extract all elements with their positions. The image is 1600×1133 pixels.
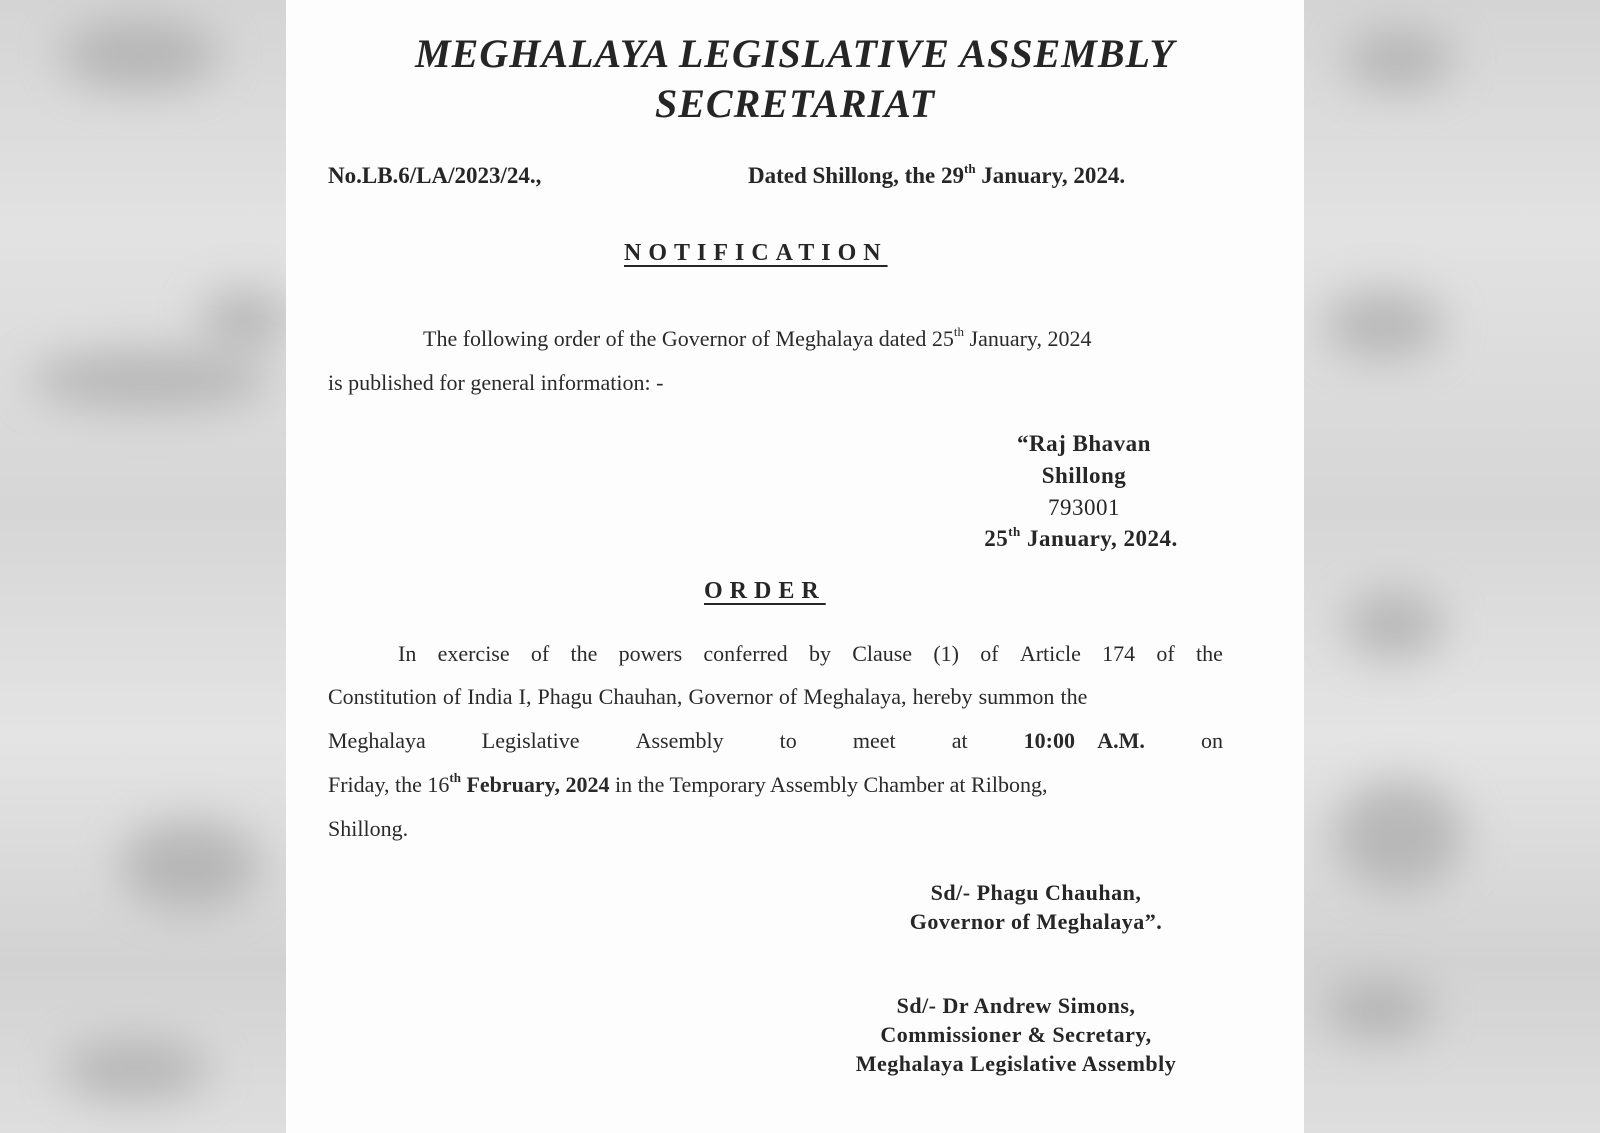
reference-number: No.LB.6/LA/2023/24.,	[328, 163, 542, 188]
order-line-4	[328, 772, 1047, 798]
address-date	[946, 526, 1216, 552]
secretary-signature-title: Commissioner & Secretary,	[880, 1022, 1152, 1047]
order-word: of	[980, 641, 999, 666]
blur-shape	[60, 1040, 210, 1100]
order-word: powers	[618, 641, 683, 666]
reference-date-suffix: January, 2024.	[975, 163, 1126, 188]
address-line-2: Shillong	[1041, 463, 1127, 488]
address-line-1: “Raj Bhavan	[1017, 431, 1151, 456]
governor-signature-name: Sd/- Phagu Chauhan,	[930, 880, 1142, 905]
blurred-backdrop-left	[0, 0, 286, 1133]
order-meeting-time: 10:00 A.M.	[1023, 728, 1145, 753]
blur-shape	[30, 350, 270, 410]
blur-shape	[1344, 590, 1444, 660]
order-line-4-end: in the Temporary Assembly Chamber at Rilbong,	[609, 772, 1048, 797]
order-word: of	[530, 641, 550, 666]
notification-line-1-sup: th	[953, 324, 965, 339]
blurred-backdrop-right	[1304, 0, 1600, 1133]
order-word: at	[951, 728, 968, 753]
notification-line-1	[423, 326, 1092, 352]
order-word: to	[779, 728, 797, 753]
reference-date-prefix: Dated Shillong, the 29	[748, 163, 964, 188]
order-line-1	[398, 641, 1223, 667]
secretary-signature-office: Meghalaya Legislative Assembly	[855, 1051, 1177, 1076]
order-word: Meghalaya	[328, 728, 426, 753]
address-date-prefix: 25	[984, 526, 1009, 551]
reference-date	[748, 163, 1125, 189]
order-word: Article	[1019, 641, 1081, 666]
order-line-4-start: Friday, the 16	[328, 772, 450, 797]
order-word: Legislative	[481, 728, 580, 753]
order-word: Clause	[852, 641, 913, 666]
notification-line-2: is published for general information: -	[328, 370, 664, 395]
order-word: (1)	[933, 641, 959, 666]
document-page	[286, 0, 1304, 1133]
governor-signature-title: Governor of Meghalaya”.	[909, 909, 1163, 934]
reference-date-sup: th	[963, 161, 976, 176]
notification-line-1-prefix: The following order of the Governor of Meghalaya dated 25	[423, 326, 954, 351]
order-line-5: Shillong.	[328, 816, 409, 841]
secretary-signature-name: Sd/- Dr Andrew Simons,	[896, 993, 1136, 1018]
notification-line-1-suffix: January, 2024	[964, 326, 1092, 351]
order-word: the	[570, 641, 598, 666]
order-line-3	[328, 728, 1223, 754]
order-word: by	[808, 641, 831, 666]
blur-shape	[1324, 290, 1444, 360]
blur-shape	[60, 20, 220, 90]
order-word: 174	[1102, 641, 1136, 666]
order-word: exercise	[437, 641, 510, 666]
header-title: MEGHALAYA LEGISLATIVE ASSEMBLY	[415, 31, 1175, 76]
address-date-suffix: January, 2024.	[1020, 526, 1178, 551]
blur-shape	[1334, 780, 1464, 890]
order-word: of	[1156, 641, 1175, 666]
order-line-2: Constitution of India I, Phagu Chauhan, Governor of Meghalaya, hereby summon the	[328, 684, 1088, 709]
order-heading: ORDER	[704, 578, 826, 604]
blur-shape	[200, 290, 286, 350]
order-word: conferred	[703, 641, 788, 666]
order-word: the	[1195, 641, 1223, 666]
blur-shape	[1344, 30, 1454, 90]
order-word: In	[398, 641, 417, 666]
blur-shape	[1324, 980, 1434, 1040]
order-word: Assembly	[635, 728, 724, 753]
order-word: on	[1200, 728, 1223, 753]
order-meeting-date: February, 2024	[460, 772, 610, 797]
address-date-sup: th	[1008, 524, 1021, 539]
address-postcode: 793001	[1048, 495, 1120, 520]
order-line-4-sup: th	[449, 770, 461, 785]
blur-shape	[120, 820, 260, 910]
notification-heading: NOTIFICATION	[624, 240, 888, 266]
order-word: meet	[852, 728, 896, 753]
header-subtitle: SECRETARIAT	[654, 81, 936, 126]
